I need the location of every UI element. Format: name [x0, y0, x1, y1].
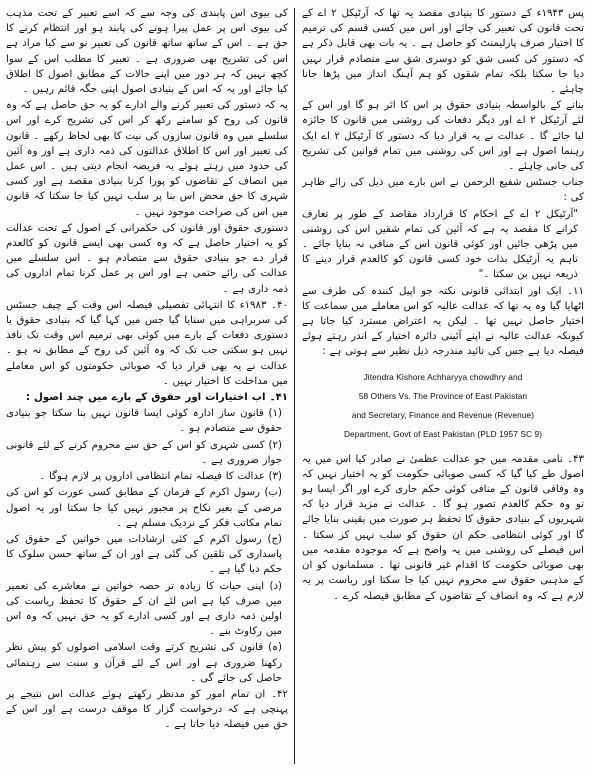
left-paragraph-8: (۳) عدالت کا فیصلہ تمام انتظامی اداروں پر لازم ہوگا ۔ [39, 471, 282, 483]
citation-line-4: Department, Govt of East Pakistan (PLD 1957 SC 9) [343, 428, 543, 439]
left-paragraph-5: ۴۱۔ اب اختیارات اور حقوق کے بارے میں چند اصول : [25, 392, 288, 404]
citation-line-3: and Secretary, Finance and Revenue (Revenue) [351, 409, 535, 420]
left-paragraph-1: کی بیوی اس پابندی کی وجہ سے کہ اسے تعبیر کے تحت مذہب کی بیوی اس پر عمل پیرا ہونے کی پابند ہو اور انتظام کرنے کا حق ہے ۔ اس کے ساتھ ساتھ قانون کی تعبیر نو سے کیا مراد ہے اس کی تشریح بھی ضروری ہے ۔ تعبیر کا مطلب اس کے سوا کچھ نہیں کہ ہر دور میں اپنے حالات کے مطابق اصول کا اطلاق کیا جائے اور یہ کہ اس کے بنیادی اصول اپنی جگہ قائم رہیں ۔ [6, 8, 288, 96]
left-paragraph-3: دستوری حقوق اور قانون کی حکمرانی کے اصول کے تحت عدالت کو یہ اختیار حاصل ہے کہ وہ کسی بھی ایسے قانون کو کالعدم قرار دے جو بنیادی حقوق سے متصادم ہو ۔ اس سلسلے میں عدالت کی رائے حتمی ہے اور اس پر عمل کرنا تمام اداروں کی ذمہ داری ہے ۔ [6, 222, 288, 295]
right-paragraph-1: پس ۱۹۴۳ء کے دستور کا بنیادی مقصد یہ تھا کہ آرٹیکل ۲ اے کے تحت قانون کی تعبیر کی جائے اور اس میں کسی قسم کی ترمیم کا اختیار صرف پارلیمنٹ کو حاصل ہے ۔ یہ بات بھی قابل ذکر ہے کہ دستور کی کسی شق کو دوسری شق سے متصادم قرار نہیں دیا جا سکتا بلکہ تمام شقوں کو ہم آہنگ انداز میں پڑھا جانا چاہئے ۔ [302, 8, 584, 96]
left-paragraph-4: ۴۰۔ ۱۹۸۳ء کا انتہائی تفصیلی فیصلہ اس وقت کے چیف جسٹس کی سربراہی میں سنایا گیا جس میں کہا گیا کہ بنیادی حقوق یا دستوری دفعات کے بارے میں کوئی بھی ترمیم اس وقت تک نافذ نہیں ہو سکتی جب تک کہ وہ آئین کی روح کے مطابق نہ ہو ۔ عدالت نے یہ بھی قرار دیا کہ صوبائی حکومتوں کو اس معاملے میں مداخلت کا اختیار نہیں ۔ [6, 299, 288, 387]
left-paragraph-11: (د) اپنی حیات کا زیادہ تر حصہ خواتین نے معاشرے کی تعمیر میں صرف کیا ہے اس لئے ان کے حقوق کا تحفظ ریاست کی اولین ذمہ داری ہے اور کسی ادارے کو یہ حق نہیں کہ وہ اس میں رکاوٹ بنے ۔ [6, 580, 282, 638]
left-paragraph-9: (ب) رسول اکرم کے فرمان کے مطابق کسی عورت کو اس کی مرضی کے بغیر نکاح پر مجبور نہیں کیا جا سکتا اور یہ اصول تمام مکاتب فکر کے نزدیک مسلم ہے ۔ [6, 487, 282, 529]
left-paragraph-6: (۱) قانون ساز ادارہ کوئی ایسا قانون نہیں بنا سکتا جو بنیادی حقوق سے متصادم ہو ۔ [6, 408, 282, 435]
right-quote: "آرٹیکل ۲ اے کے احکام کا قرارداد مقاصد کے طور پر تعارف کرانے کا مقصد یہ ہے کہ آئین کی تمام شقیں اس کی روشنی میں پڑھی جائیں اور کوئی قانون اس کے منافی نہ بنایا جائے ۔ تاہم یہ آرٹیکل بذات خود کسی قانون کو کالعدم قرار دینے کا ذریعہ نہیں بن سکتا ۔" [302, 208, 578, 281]
left-paragraph-12: (ہ) قانون کی تشریح کرتے وقت اسلامی اصولوں کو پیش نظر رکھنا ضروری ہے اور اس کے لئے قرآن و سنت سے رہنمائی حاصل کی جائے گی ۔ [6, 642, 282, 684]
right-column [302, 6, 584, 766]
citation-line-1: Jitendra Kishore Achharyya chowdhry and [363, 371, 523, 382]
right-paragraph-5: ۴۳۔ نامی مقدمہ میں جو عدالت عظمیٰ نے صادر کیا اس میں یہ اصول طے کیا گیا کہ کسی صوبائی حکومت کو یہ اختیار نہیں کہ وہ وفاقی قانون کے منافی کوئی حکم جاری کرے اور اگر ایسا ہو تو وہ حکم کالعدم تصور ہو گا ۔ عدالت نے مزید قرار دیا کہ شہریوں کے بنیادی حقوق کا تحفظ ہر صورت میں یقینی بنایا جائے گا اور کوئی انتظامی حکم ان حقوق کو سلب نہیں کر سکتا ۔ اس فیصلے کی روشنی میں یہ واضح ہے کہ موجودہ مقدمہ میں بھی صوبائی حکومت کا اقدام غیر قانونی تھا ۔ مسلمانوں کو ان کے مذہبی حقوق سے محروم نہیں کیا جا سکتا اور ریاست پر یہ لازم ہے کہ وہ انصاف کے تقاضوں کے مطابق فیصلہ کرے ۔ [302, 453, 584, 602]
right-paragraph-3: جناب جسٹس شفیع الرحمن نے اس بارے میں ذیل کی رائے ظاہر کی : [302, 177, 584, 204]
citation-line-2: 58 Others Vs. The Province of East Pakistan [358, 390, 528, 401]
case-citation [302, 368, 584, 444]
column-divider [294, 8, 295, 764]
right-paragraph-2: بنانے کے بالواسطہ بنیادی حقوق پر اس کا اثر ہو گا اور اس کے لئے آرٹیکل ۲ اے اور دیگر دفعات کی روشنی میں قانون کا جائزہ لیا جائے گا ۔ عدالت نے یہ قرار دیا کہ دستور کا آرٹیکل ۲ اے ایک رہنما اصول ہے اور اس کی روشنی میں تمام قوانین کی تشریح کی جانی چاہئے ۔ [302, 100, 584, 173]
left-paragraph-13: ۴۲۔ ان تمام امور کو مدنظر رکھتے ہوئے عدالت اس نتیجے پر پہنچی ہے کہ درخواست گزار کا موقف درست ہے اور اس کے حق میں فیصلہ دیا جاتا ہے ۔ [6, 688, 288, 731]
left-column [6, 6, 288, 766]
left-paragraph-7: (۲) کسی شہری کو اس کے حق سے محروم کرنے کے لئے قانونی جواز ضروری ہے ۔ [6, 439, 282, 466]
left-paragraph-2: یہ کہ دستور کی تعبیر کرنے والے ادارے کو یہ حق حاصل ہے کہ وہ قانون کی روح کو سامنے رکھ کر اس کی تشریح کرے اور اس سلسلے میں وہ قانون سازوں کی نیت کا بھی لحاظ رکھے ۔ قانون کی تعبیر اور اس کا اطلاق عدالتوں کی ذمہ داری ہے اور وہ آئین کی حدود میں رہتے ہوئے یہ فریضہ انجام دیتی ہیں ۔ اس عمل میں انصاف کے تقاضوں کو پورا کرنا بنیادی مقصد ہے اور کسی شہری کا حق محض اس بنا پر سلب نہیں کیا جا سکتا کہ قانون میں اس کی صراحت موجود نہیں ۔ [6, 100, 288, 218]
right-paragraph-4: ۱۱۔ ایک اور ابتدائی قانونی نکتہ جو اپیل کنندہ کی طرف سے اٹھایا گیا وہ یہ تھا کہ عدالت عالیہ کو اس معاملے میں سماعت کا اختیار حاصل نہیں تھا ۔ لیکن یہ اعتراض مسترد کیا جاتا ہے کیونکہ عدالت عالیہ نے اپنے آئینی دائرہ اختیار کے اندر رہتے ہوئے فیصلہ دیا ہے جس کی تائید مندرجہ ذیل نظیر سے ہوتی ہے : [302, 285, 584, 358]
left-paragraph-10: (ج) رسول اکرم کے کئی ارشادات میں خواتین کے حقوق کی پاسداری کی تلقین کی گئی ہے اور ان کے ساتھ حسن سلوک کا حکم دیا گیا ہے ۔ [6, 533, 282, 576]
